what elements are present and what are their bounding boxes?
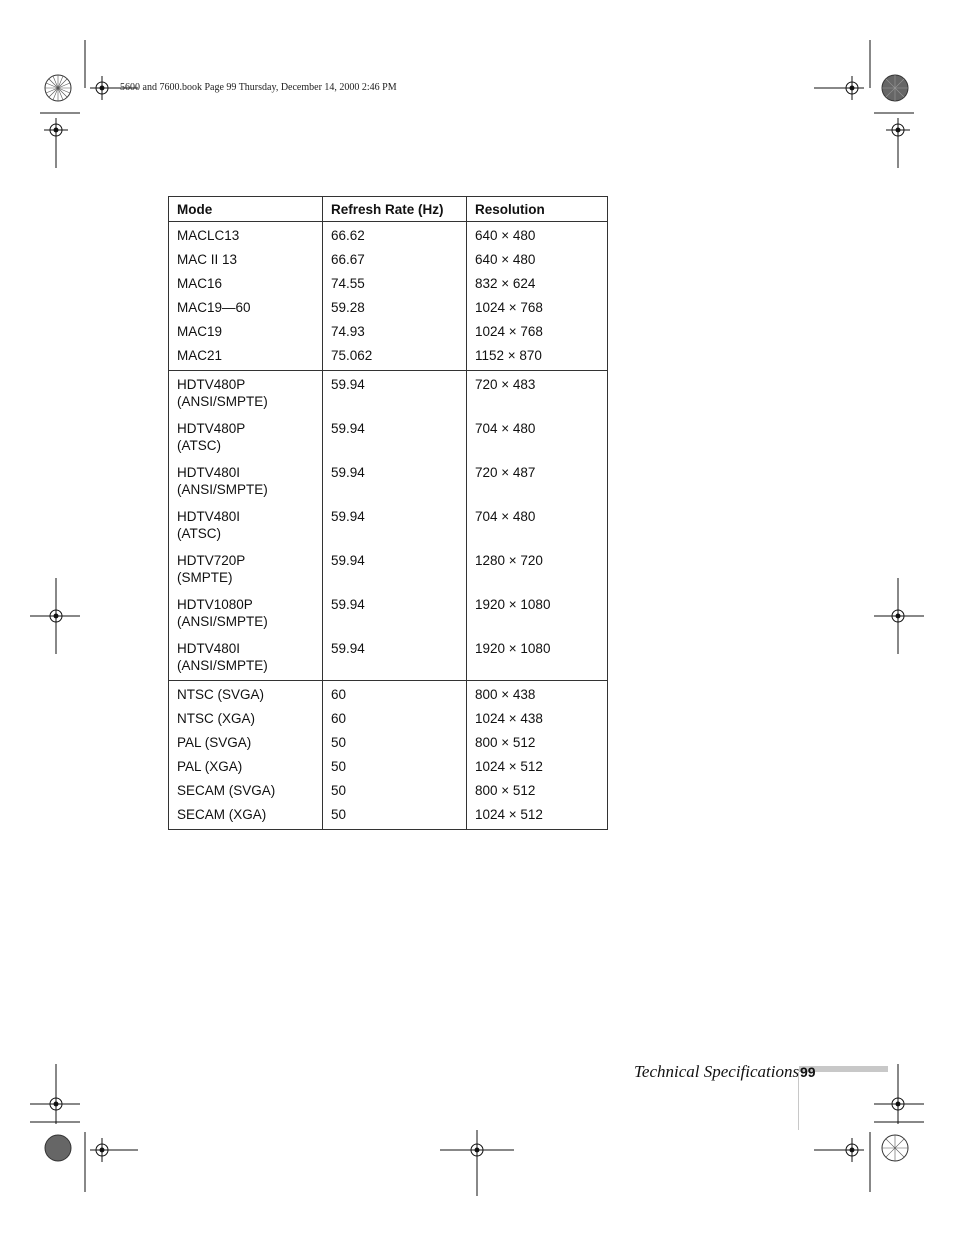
table-row (169, 505, 608, 549)
cell-mode: PAL (SVGA) (169, 731, 323, 755)
crop-mark-bottom-center (440, 1130, 516, 1200)
cell-mode: HDTV480I (ATSC) (169, 505, 323, 549)
cell-mode: NTSC (SVGA) (169, 681, 323, 708)
table-row (169, 222, 608, 249)
crop-mark-top-right (814, 40, 914, 170)
cell-refresh-rate: 60 (323, 707, 467, 731)
cell-refresh-rate: 66.67 (323, 248, 467, 272)
table-row (169, 248, 608, 272)
cell-resolution: 720 × 483 (467, 371, 608, 418)
cell-resolution: 1024 × 512 (467, 803, 608, 830)
cell-resolution: 800 × 438 (467, 681, 608, 708)
cell-mode: MAC21 (169, 344, 323, 371)
cell-resolution: 1280 × 720 (467, 549, 608, 593)
cell-mode: HDTV480P (ATSC) (169, 417, 323, 461)
cell-resolution: 704 × 480 (467, 417, 608, 461)
cell-refresh-rate: 50 (323, 803, 467, 830)
cell-resolution: 800 × 512 (467, 779, 608, 803)
page-number: 99 (800, 1064, 816, 1080)
cell-refresh-rate: 59.94 (323, 371, 467, 418)
cell-refresh-rate: 59.94 (323, 593, 467, 637)
cell-mode: HDTV720P (SMPTE) (169, 549, 323, 593)
table-row (169, 637, 608, 681)
running-footer-title: Technical Specifications (634, 1062, 800, 1081)
cell-resolution: 1024 × 768 (467, 296, 608, 320)
cell-resolution: 1920 × 1080 (467, 593, 608, 637)
table-row (169, 417, 608, 461)
cell-mode: HDTV480I (ANSI/SMPTE) (169, 461, 323, 505)
table-row (169, 272, 608, 296)
table-row (169, 803, 608, 830)
cell-resolution: 832 × 624 (467, 272, 608, 296)
cell-refresh-rate: 50 (323, 779, 467, 803)
cell-resolution: 720 × 487 (467, 461, 608, 505)
video-modes-table (168, 196, 608, 830)
cell-resolution: 640 × 480 (467, 222, 608, 249)
table-row (169, 549, 608, 593)
cell-refresh-rate: 66.62 (323, 222, 467, 249)
cell-mode: HDTV480I (ANSI/SMPTE) (169, 637, 323, 681)
cell-refresh-rate: 60 (323, 681, 467, 708)
cell-refresh-rate: 59.94 (323, 417, 467, 461)
cell-refresh-rate: 59.94 (323, 461, 467, 505)
cell-refresh-rate: 59.94 (323, 549, 467, 593)
column-header-resolution: Resolution (467, 197, 608, 222)
cell-resolution: 1152 × 870 (467, 344, 608, 371)
cell-resolution: 1920 × 1080 (467, 637, 608, 681)
table-group-mac (169, 222, 608, 371)
cell-mode: SECAM (XGA) (169, 803, 323, 830)
cell-refresh-rate: 50 (323, 755, 467, 779)
cell-mode: HDTV480P (ANSI/SMPTE) (169, 371, 323, 418)
cell-mode: MAC16 (169, 272, 323, 296)
table-row (169, 593, 608, 637)
crop-mark-bottom-right (814, 1064, 924, 1194)
cell-mode: MAC19 (169, 320, 323, 344)
table-row (169, 707, 608, 731)
cell-refresh-rate: 74.93 (323, 320, 467, 344)
cell-refresh-rate: 59.94 (323, 505, 467, 549)
cell-mode: NTSC (XGA) (169, 707, 323, 731)
cell-refresh-rate: 59.94 (323, 637, 467, 681)
cell-mode: MAC19—60 (169, 296, 323, 320)
cell-refresh-rate: 59.28 (323, 296, 467, 320)
column-header-refresh-rate: Refresh Rate (Hz) (323, 197, 467, 222)
cell-refresh-rate: 50 (323, 731, 467, 755)
table-row (169, 344, 608, 371)
crop-mark-mid-left (30, 578, 80, 658)
cell-resolution: 800 × 512 (467, 731, 608, 755)
cell-mode: HDTV1080P (ANSI/SMPTE) (169, 593, 323, 637)
cell-mode: MACLC13 (169, 222, 323, 249)
cell-mode: SECAM (SVGA) (169, 779, 323, 803)
table-row (169, 320, 608, 344)
cell-resolution: 1024 × 512 (467, 755, 608, 779)
book-header-line: 5600 and 7600.book Page 99 Thursday, December 14, 2000 2:46 PM (120, 82, 397, 93)
crop-mark-top-left (40, 40, 140, 170)
table-row (169, 461, 608, 505)
table-group-hdtv (169, 371, 608, 681)
cell-mode: PAL (XGA) (169, 755, 323, 779)
table-row (169, 371, 608, 418)
table-header-row (169, 197, 608, 222)
cell-resolution: 1024 × 438 (467, 707, 608, 731)
table-row (169, 681, 608, 708)
cell-resolution: 640 × 480 (467, 248, 608, 272)
crop-mark-bottom-left (30, 1064, 140, 1194)
table-group-video (169, 681, 608, 830)
cell-refresh-rate: 74.55 (323, 272, 467, 296)
table-row (169, 296, 608, 320)
cell-refresh-rate: 75.062 (323, 344, 467, 371)
cell-resolution: 1024 × 768 (467, 320, 608, 344)
table-row (169, 779, 608, 803)
cell-mode: MAC II 13 (169, 248, 323, 272)
crop-mark-mid-right (874, 578, 924, 658)
column-header-mode: Mode (169, 197, 323, 222)
table-row (169, 731, 608, 755)
cell-resolution: 704 × 480 (467, 505, 608, 549)
table-row (169, 755, 608, 779)
